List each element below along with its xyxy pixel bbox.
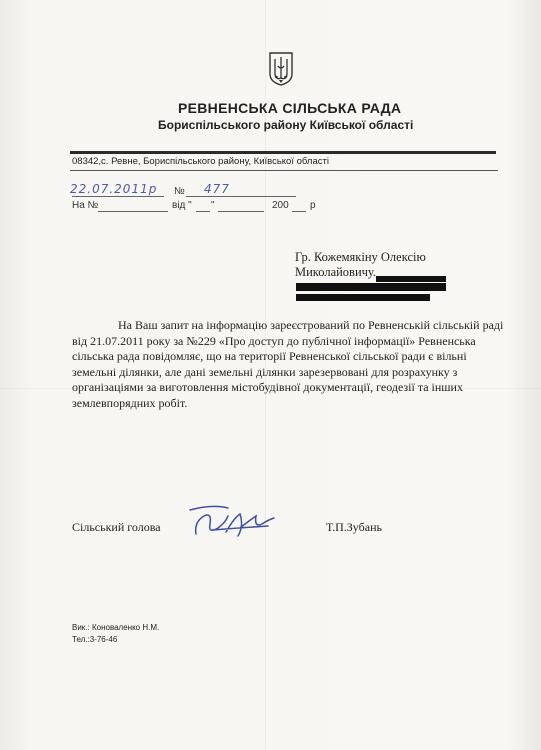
reply-year-suffix: р [310, 200, 316, 211]
executor-block [72, 622, 159, 646]
outgoing-number-label: № [174, 186, 185, 197]
signatory-name: Т.П.Зубань [326, 520, 382, 534]
reply-to-label: На № [72, 200, 99, 211]
reply-month-underline [218, 211, 264, 212]
executor-name: Вик.: Коноваленко Н.М. [72, 623, 160, 632]
reply-year-label: 200 [272, 200, 289, 211]
outgoing-number: 477 [204, 182, 230, 196]
number-underline [186, 196, 296, 197]
council-district: Бориспільського району Київської області [158, 118, 414, 132]
reply-quote: " [211, 200, 215, 211]
reply-from-label: від " [172, 200, 192, 211]
executor-phone: Тел.:3-76-46 [72, 635, 118, 644]
signatory-role: Сільський голова [72, 520, 161, 534]
council-address: 08342,с. Ревне, Бориспільського району, Київської області [72, 156, 329, 167]
recipient-line-2: Миколайовичу. [295, 265, 377, 279]
body-paragraph-text: На Ваш запит на інформацію зареєстрований по Ревненській сільській раді від 21.07.2011 року за №229 «Про доступ до публічної інформації» Ревненська сільська рада повідомляє, що на території Ревненської сільської ради є вільні земельні ділянки, але дані земельні ділянки зарезервовані для розрахунку з організаціями за виготовлення містобудівної документації, геодезії та інших землевпорядних робіт. [72, 318, 504, 410]
coat-of-arms-icon [268, 52, 294, 86]
redaction-bar [296, 294, 430, 301]
outgoing-date: 22.07.2011р [70, 182, 158, 196]
redaction-bar [296, 283, 446, 291]
reply-day-underline [196, 211, 210, 212]
address-divider [70, 170, 498, 171]
redaction-bar [376, 276, 446, 282]
recipient-line-1: Гр. Кожемякіну Олексію [295, 250, 426, 264]
body-paragraph [72, 318, 512, 411]
letter-body [72, 318, 512, 411]
letterhead-divider [70, 151, 496, 154]
council-name: РЕВНЕНСЬКА СІЛЬСЬКА РАДА [178, 100, 402, 116]
date-underline [72, 196, 164, 197]
reply-year-underline [292, 211, 306, 212]
handwritten-signature [182, 498, 282, 544]
reply-number-underline [98, 211, 168, 212]
